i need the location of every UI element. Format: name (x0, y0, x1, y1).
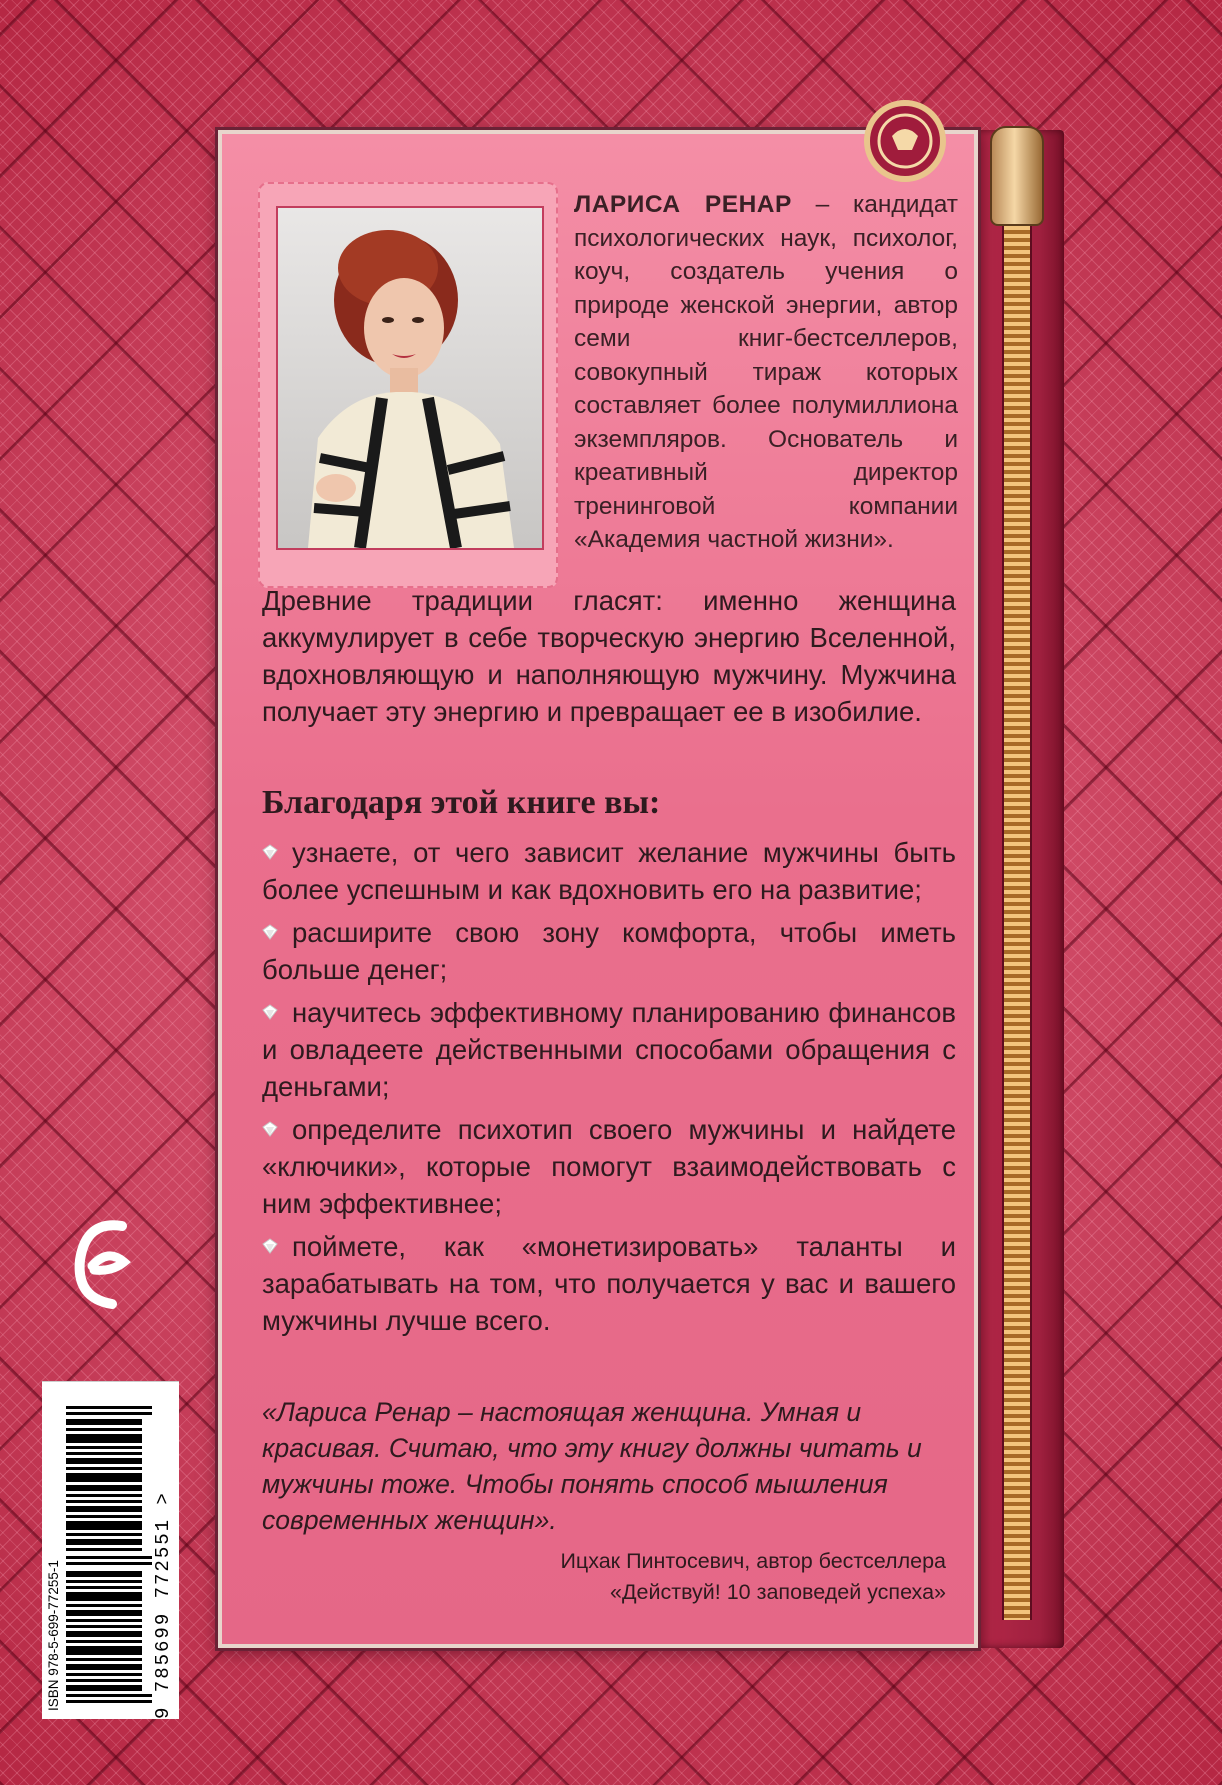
list-item (262, 914, 956, 988)
list-item (262, 1228, 956, 1339)
benefits-list (262, 834, 956, 1345)
benefit-text: определите психотип своего мужчины и найдете «ключики», которые помогут взаимодействовать с ним эффективнее; (262, 1114, 956, 1219)
benefit-text: узнаете, от чего зависит желание мужчины быть более успешным и как вдохновить его на развитие; (262, 837, 956, 905)
isbn-text: ISBN 978-5-699-77255-1 (46, 1560, 61, 1711)
benefit-text: научитесь эффективному планированию финансов и овладеете действенными способами обращения с деньгами; (262, 997, 956, 1102)
intro-paragraph: Древние традиции гласят: именно женщина аккумулирует в себе творческую энергию Вселенной, вдохновляющую и наполняющую мужчину. Мужчина получает эту энергию и превращает ее в изобилие. (262, 585, 956, 727)
zipper-slider (990, 126, 1044, 226)
barcode (42, 1381, 179, 1719)
diamond-bullet-icon (262, 844, 278, 860)
list-item (262, 1111, 956, 1222)
diamond-bullet-icon (262, 1238, 278, 1254)
content-panel (218, 130, 978, 1648)
zipper-pull-charm-icon (862, 98, 948, 184)
author-name: ЛАРИСА РЕНАР (574, 191, 792, 218)
benefits-title: Благодаря этой книге вы: (262, 784, 661, 821)
author-photo-frame (258, 182, 558, 588)
attribution-book: «Действуй! 10 заповедей успеха» (609, 1580, 946, 1604)
ean-number: 9 785699 772551 > (152, 1491, 174, 1719)
publisher-logo-icon (72, 1218, 136, 1312)
quote-attribution (346, 1546, 946, 1608)
list-item (262, 834, 956, 908)
zipper-teeth (1002, 170, 1032, 1620)
review-quote: «Лариса Ренар – настоящая женщина. Умная и красивая. Считаю, что эту книгу должны читать и мужчины тоже. Чтобы понять способ мышления современных женщин». (262, 1397, 922, 1535)
diamond-bullet-icon (262, 1004, 278, 1020)
author-bio-text: – кандидат психологических наук, психолог, коуч, создатель учения о природе женской энергии, автор семи книг-бестселлеров, совокупный тираж которых составляет более полумиллиона экземпляров. Основатель и креативный директор тренинговой компании «Академия частной жизни». (574, 191, 958, 553)
diamond-bullet-icon (262, 1121, 278, 1137)
barcode-rotated (42, 1382, 179, 1719)
benefit-text: расширите свою зону комфорта, чтобы иметь больше денег; (262, 917, 956, 985)
diamond-bullet-icon (262, 924, 278, 940)
author-photo (276, 206, 544, 550)
attribution-author: Ицхак Пинтосевич, автор бестселлера (560, 1549, 946, 1573)
author-portrait-illustration (278, 208, 542, 548)
benefit-text: поймете, как «монетизировать» таланты и зарабатывать на том, что получается у вас и вашего мужчины лучше всего. (262, 1231, 956, 1336)
list-item (262, 994, 956, 1105)
author-bio (574, 188, 958, 557)
zipper-strip (966, 130, 1064, 1648)
barcode-bars (66, 1403, 152, 1703)
